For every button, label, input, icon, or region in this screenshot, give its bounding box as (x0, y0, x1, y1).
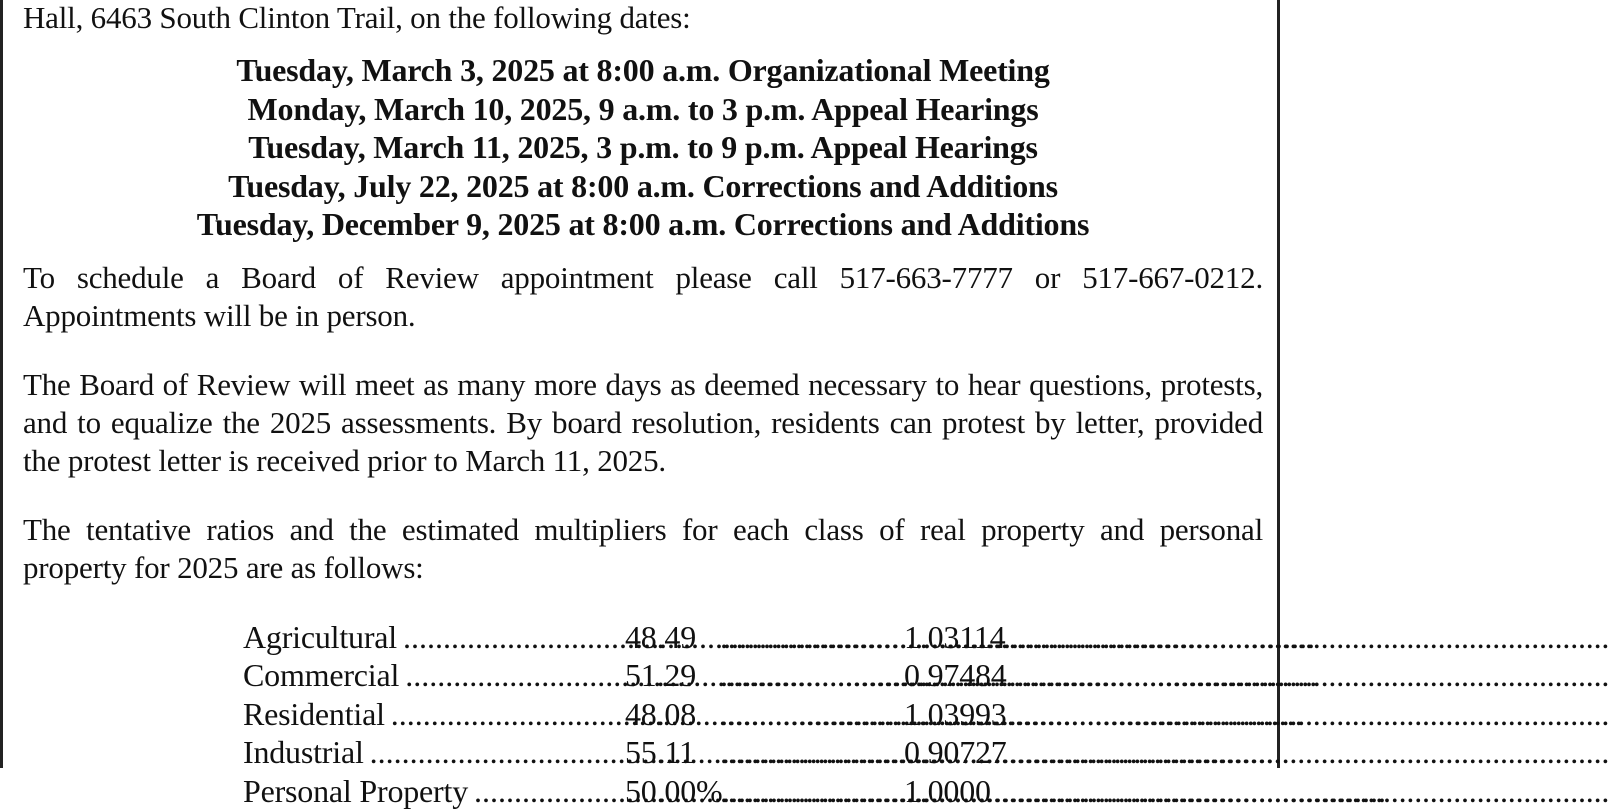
multiplier-value: 1.03114 (904, 618, 1005, 657)
multiplier-value: 0.90727 (904, 733, 1007, 772)
class-cell (243, 772, 625, 810)
table-row (243, 772, 1003, 810)
appointment-paragraph: To schedule a Board of Review appointment please call 517-663-7777 or 517-667-0212. Appointments will be in person. (23, 259, 1263, 335)
meeting-date-line: Tuesday, March 3, 2025 at 8:00 a.m. Organizational Meeting (23, 51, 1263, 90)
ratios-paragraph: The tentative ratios and the estimated multipliers for each class of real property and personal property for 2025 are as follows: (23, 511, 1263, 587)
multiplier-value: 0.97484 (904, 656, 1007, 695)
leader-dots (720, 772, 904, 810)
multiplier-value: 1.0000 (904, 772, 991, 810)
class-cell (243, 695, 625, 734)
leader-dots (720, 618, 904, 657)
table-row (243, 733, 1003, 772)
meeting-paragraph: The Board of Review will meet as many more days as deemed necessary to hear questions, protests, and to equalize the 2025 assessments. By board resolution, residents can protest by letter, provided the protest letter is received prior to March 11, 2025. (23, 366, 1263, 480)
meeting-dates (23, 51, 1263, 244)
ratio-value: 51.29 (625, 656, 720, 695)
leader-dots (720, 733, 904, 772)
meeting-date-line: Monday, March 10, 2025, 9 a.m. to 3 p.m. Appeal Hearings (23, 90, 1263, 129)
class-name: Residential (243, 695, 385, 734)
intro-line: Hall, 6463 South Clinton Trail, on the following dates: (23, 0, 1263, 37)
ratio-value: 50.00% (625, 772, 720, 810)
class-cell (243, 733, 625, 772)
ratio-value: 55.11 (625, 733, 720, 772)
ratios-table (243, 618, 1003, 810)
table-row (243, 656, 1003, 695)
class-cell (243, 618, 625, 657)
notice-content (23, 0, 1263, 810)
meeting-date-line: Tuesday, March 11, 2025, 3 p.m. to 9 p.m. Appeal Hearings (23, 128, 1263, 167)
class-name: Industrial (243, 733, 364, 772)
table-row (243, 618, 1003, 657)
meeting-date-line: Tuesday, July 22, 2025 at 8:00 a.m. Corrections and Additions (23, 167, 1263, 206)
multiplier-value: 1.03993 (904, 695, 1007, 734)
table-row (243, 695, 1003, 734)
class-name: Commercial (243, 656, 399, 695)
class-name: Personal Property (243, 772, 468, 810)
class-name: Agricultural (243, 618, 397, 657)
ratio-value: 48.49 (625, 618, 720, 657)
ratio-value: 48.08 (625, 695, 720, 734)
class-cell (243, 656, 625, 695)
leader-dots (720, 695, 904, 734)
leader-dots (720, 656, 904, 695)
meeting-date-line: Tuesday, December 9, 2025 at 8:00 a.m. Corrections and Additions (23, 205, 1263, 244)
